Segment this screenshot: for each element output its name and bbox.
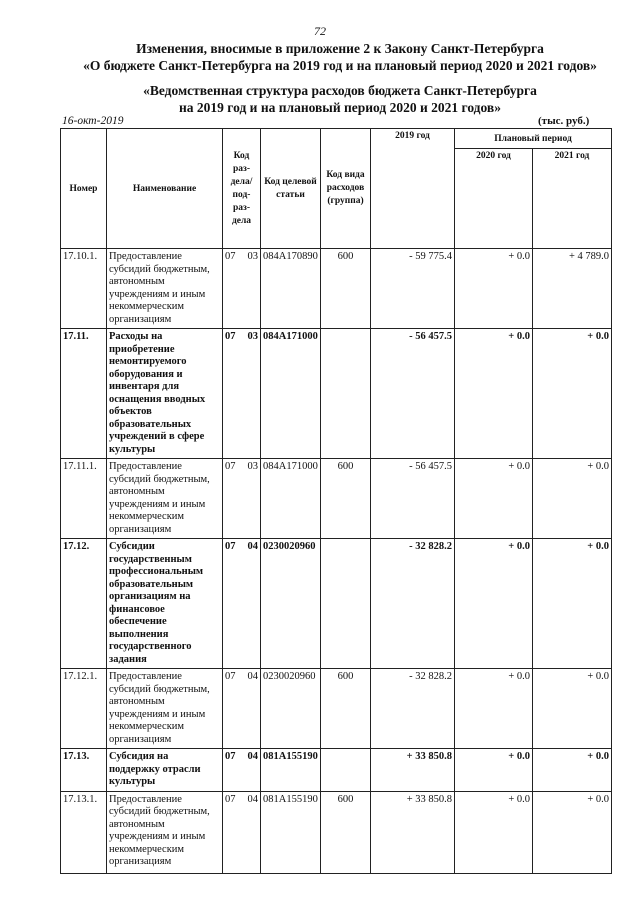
units-label: (тыс. руб.) <box>538 115 590 127</box>
row-amount-2021: + 0.0 <box>533 539 612 669</box>
table-row <box>61 539 612 669</box>
row-expense-type-code: 600 <box>321 669 371 749</box>
row-amount-2021: + 0.0 <box>533 459 612 539</box>
row-amount-2019: + 33 850.8 <box>371 749 455 792</box>
row-amount-2019: + 33 850.8 <box>371 791 455 873</box>
document-title <box>60 40 620 74</box>
section-code: 07 <box>225 793 236 805</box>
row-amount-2021: + 0.0 <box>533 791 612 873</box>
table-row <box>61 669 612 749</box>
row-amount-2019: - 56 457.5 <box>371 329 455 459</box>
subsection-code: 04 <box>247 671 258 682</box>
row-section-code <box>223 669 261 749</box>
row-section-code <box>223 459 261 539</box>
row-section-code <box>223 791 261 873</box>
title-line-2: «О бюджете Санкт-Петербурга на 2019 год и на плановый период 2020 и 2021 годов» <box>83 58 597 73</box>
row-amount-2020: + 0.0 <box>455 539 533 669</box>
row-amount-2020: + 0.0 <box>455 249 533 329</box>
header-name: Наименование <box>107 129 223 249</box>
table-row <box>61 459 612 539</box>
subsection-code: 03 <box>247 251 258 262</box>
row-amount-2020: + 0.0 <box>455 329 533 459</box>
row-number: 17.13.1. <box>61 791 107 873</box>
title-line-1: Изменения, вносимые в приложение 2 к Закону Санкт-Петербурга <box>136 41 544 56</box>
table-row <box>61 791 612 873</box>
row-section-code <box>223 749 261 792</box>
row-amount-2021: + 0.0 <box>533 749 612 792</box>
row-name: Субсидия на поддержку отрасли культуры <box>107 749 223 792</box>
section-code: 07 <box>225 671 236 682</box>
row-section-code <box>223 249 261 329</box>
budget-table <box>60 128 612 874</box>
row-expense-type-code <box>321 749 371 792</box>
row-section-code <box>223 329 261 459</box>
subtitle-line-2: на 2019 год и на плановый период 2020 и 2021 годов» <box>179 100 501 115</box>
section-code: 07 <box>225 751 236 762</box>
row-number: 17.12. <box>61 539 107 669</box>
row-amount-2020: + 0.0 <box>455 669 533 749</box>
document-date: 16-окт-2019 <box>62 115 124 127</box>
section-code: 07 <box>225 461 236 472</box>
row-target-code: 081А155190 <box>261 791 321 873</box>
row-target-code: 081А155190 <box>261 749 321 792</box>
header-year-2021: 2021 год <box>533 149 612 249</box>
header-expense-type-code: Код вида расходов (группа) <box>321 129 371 249</box>
row-amount-2020: + 0.0 <box>455 459 533 539</box>
header-section-code: Код раз-дела/ под-раз-дела <box>223 129 261 249</box>
row-number: 17.10.1. <box>61 249 107 329</box>
row-expense-type-code <box>321 329 371 459</box>
row-name: Предоставление субсидий бюджетным, автономным учреждениям и иным некоммерческим организациям <box>107 791 223 873</box>
table-row <box>61 329 612 459</box>
budget-table-body <box>61 249 612 874</box>
row-expense-type-code <box>321 539 371 669</box>
section-code: 07 <box>225 541 236 552</box>
row-amount-2020: + 0.0 <box>455 791 533 873</box>
row-amount-2019: - 56 457.5 <box>371 459 455 539</box>
header-planned-period: Плановый период <box>455 129 612 149</box>
section-code: 07 <box>225 251 236 262</box>
row-number: 17.11. <box>61 329 107 459</box>
subsection-code: 03 <box>247 461 258 472</box>
header-year-2020: 2020 год <box>455 149 533 249</box>
subsection-code: 04 <box>247 751 258 762</box>
row-amount-2021: + 4 789.0 <box>533 249 612 329</box>
row-expense-type-code: 600 <box>321 459 371 539</box>
page-number: 72 <box>314 24 326 38</box>
header-year-2019: 2019 год <box>371 129 455 249</box>
row-amount-2021: + 0.0 <box>533 329 612 459</box>
row-name: Предоставление субсидий бюджетным, автономным учреждениям и иным некоммерческим организациям <box>107 459 223 539</box>
row-amount-2020: + 0.0 <box>455 749 533 792</box>
row-section-code <box>223 539 261 669</box>
header-number: Номер <box>61 129 107 249</box>
row-target-code: 084А171000 <box>261 459 321 539</box>
table-row <box>61 249 612 329</box>
row-amount-2019: - 32 828.2 <box>371 669 455 749</box>
header-target-code: Код целевой статьи <box>261 129 321 249</box>
row-name: Расходы на приобретение немонтируемого оборудования и инвентаря для оснащения вводных объектов образовательных учреждений в сфере культуры <box>107 329 223 459</box>
row-target-code: 0230020960 <box>261 539 321 669</box>
row-target-code: 084А170890 <box>261 249 321 329</box>
subsection-code: 04 <box>247 541 258 552</box>
row-amount-2021: + 0.0 <box>533 669 612 749</box>
row-target-code: 084А171000 <box>261 329 321 459</box>
table-row <box>61 749 612 792</box>
row-name: Предоставление субсидий бюджетным, автономным учреждениям и иным некоммерческим организациям <box>107 669 223 749</box>
row-number: 17.12.1. <box>61 669 107 749</box>
row-number: 17.11.1. <box>61 459 107 539</box>
row-name: Субсидии государственным профессиональным образовательным организациям на финансовое обеспечение выполнения государственного задания <box>107 539 223 669</box>
row-name: Предоставление субсидий бюджетным, автономным учреждениям и иным некоммерческим организациям <box>107 249 223 329</box>
section-code: 07 <box>225 331 236 342</box>
document-subtitle <box>110 82 570 116</box>
row-target-code: 0230020960 <box>261 669 321 749</box>
subtitle-line-1: «Ведомственная структура расходов бюджета Санкт-Петербурга <box>143 83 537 98</box>
row-expense-type-code: 600 <box>321 249 371 329</box>
row-expense-type-code: 600 <box>321 791 371 873</box>
row-number: 17.13. <box>61 749 107 792</box>
subsection-code: 03 <box>247 331 258 342</box>
row-amount-2019: - 59 775.4 <box>371 249 455 329</box>
subsection-code: 04 <box>247 793 258 805</box>
row-amount-2019: - 32 828.2 <box>371 539 455 669</box>
